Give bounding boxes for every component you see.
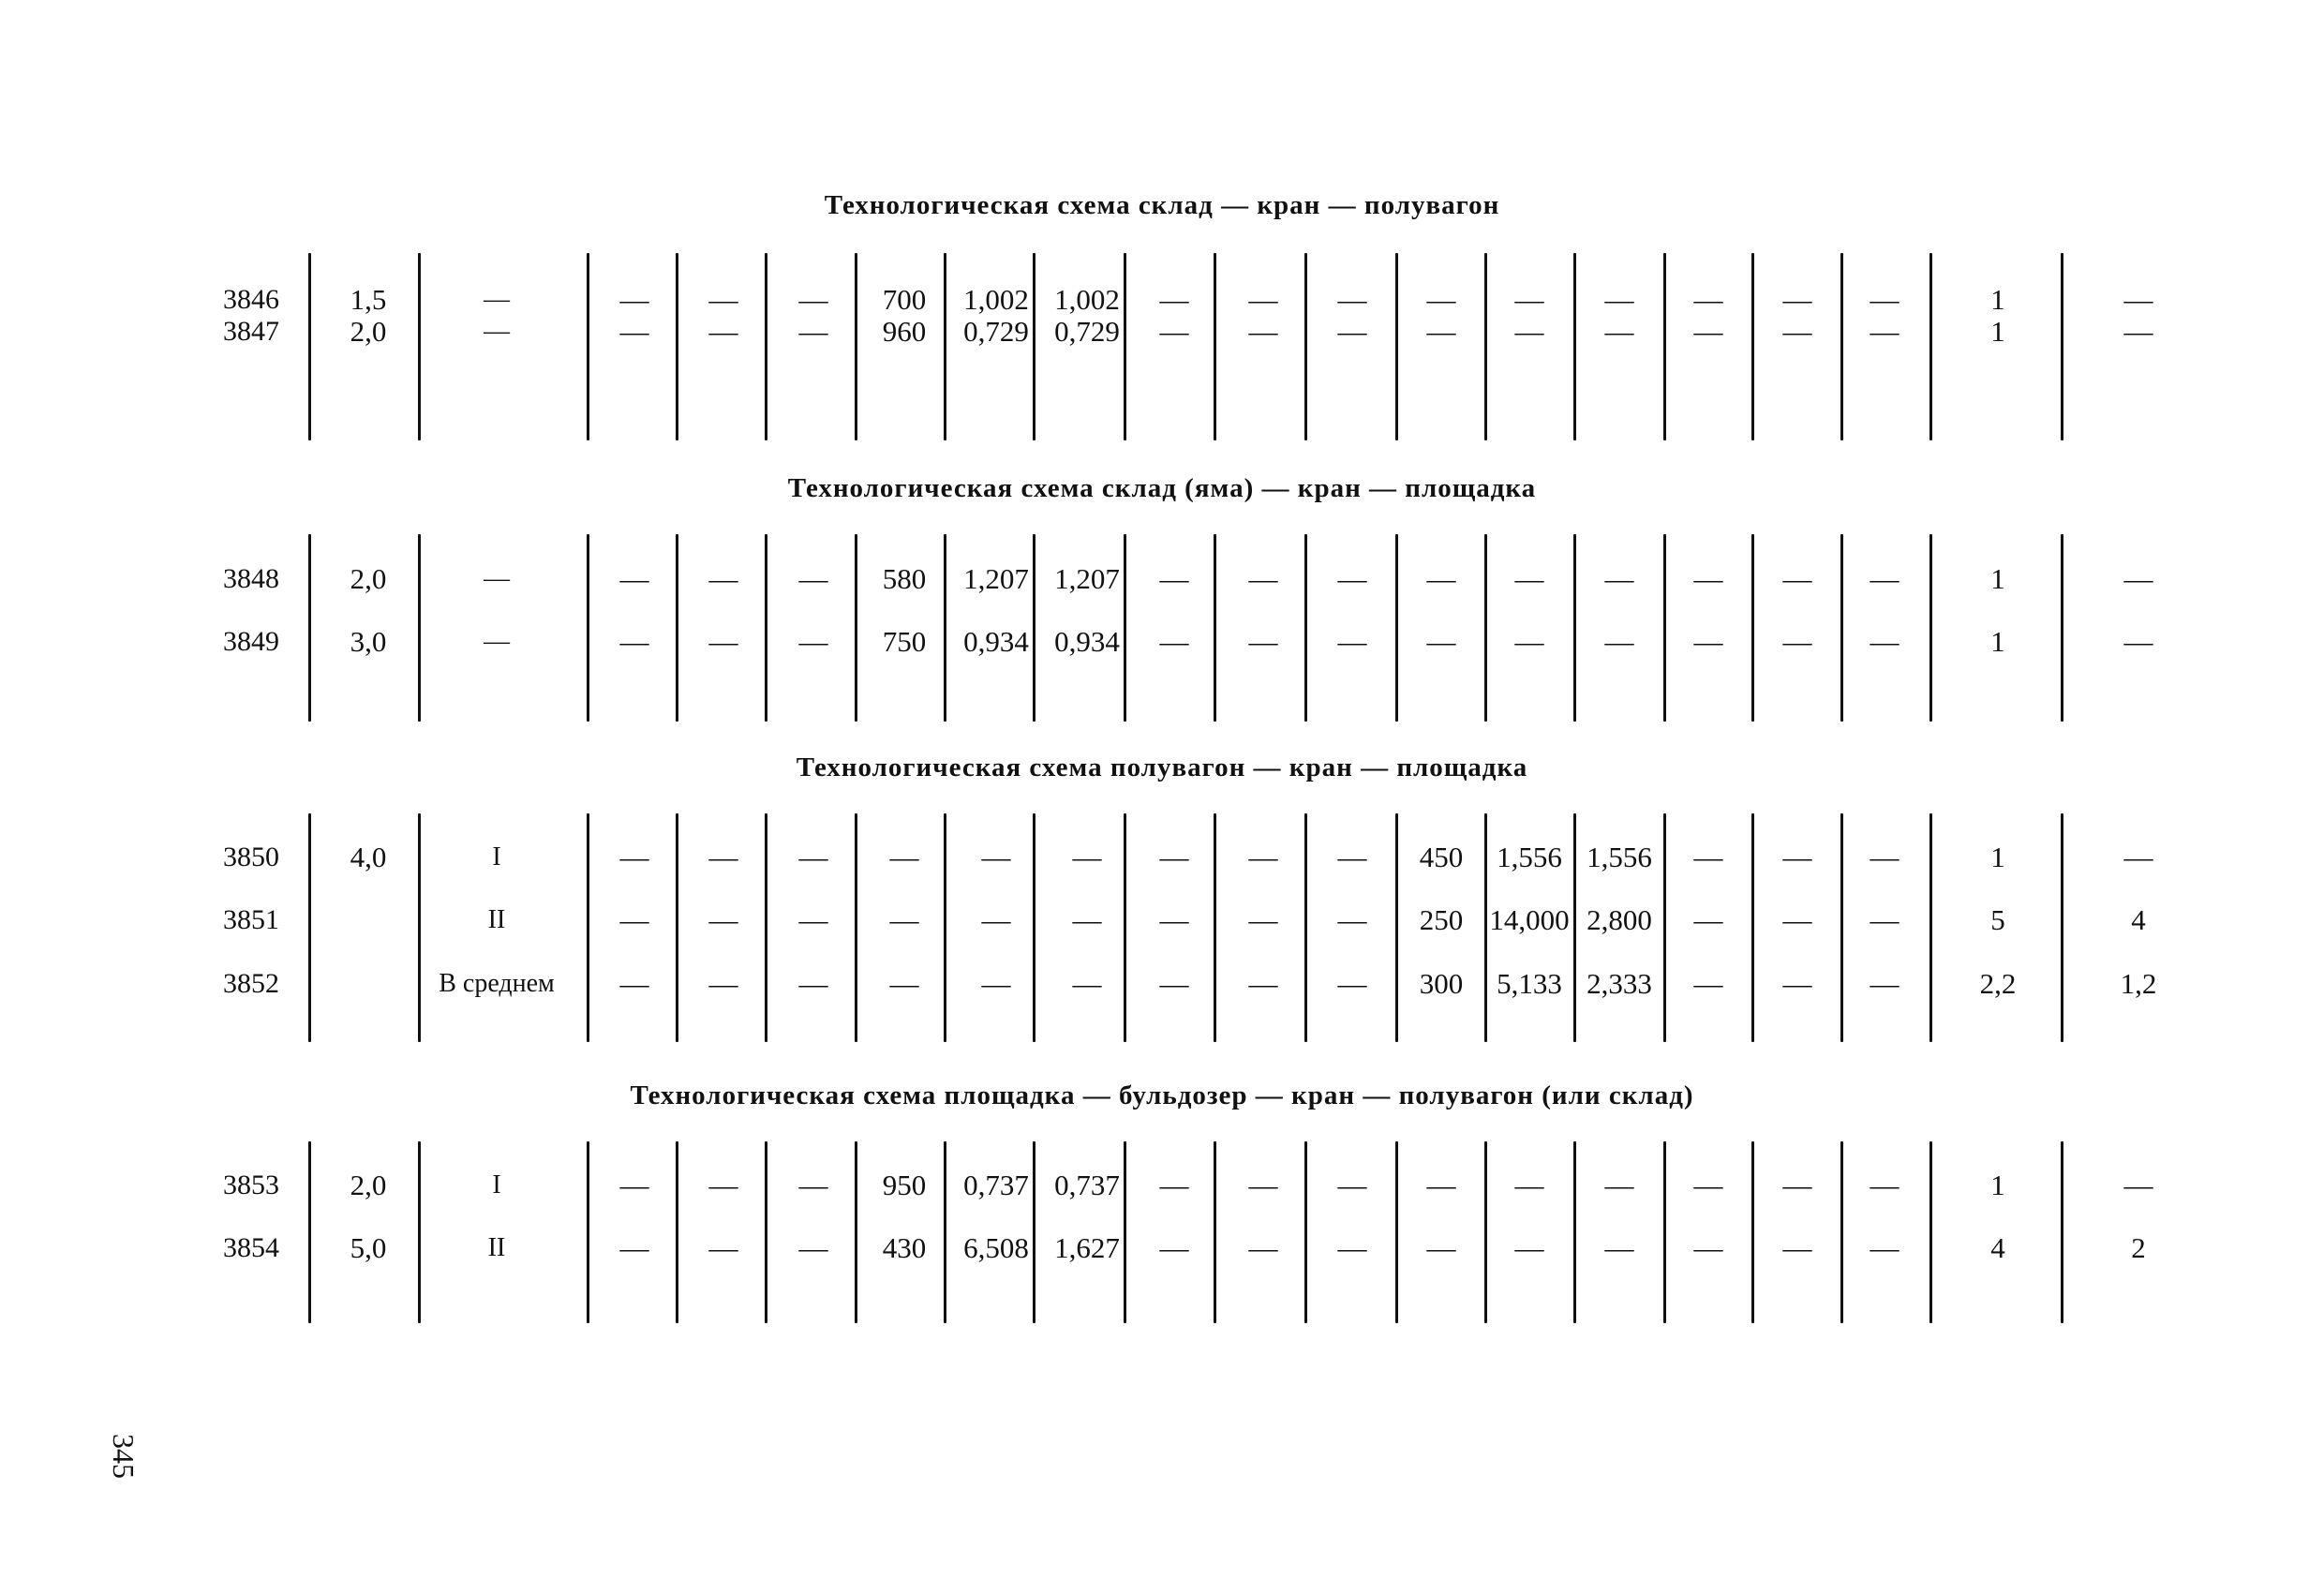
table-cell: 5 [1990,903,2005,936]
table-cell: — [1426,625,1456,658]
table-cell: — [1159,625,1189,658]
table-cell: 1 [1990,625,2005,658]
table-cell: — [1782,562,1812,595]
table-cell: — [798,841,828,873]
table-cell: — [708,1169,738,1201]
table-cell: 1,002 [963,283,1029,316]
row-code-cell: 3848 [223,563,279,594]
table-cell: — [1782,1169,1812,1201]
table-cell: — [1248,967,1278,1000]
table-cell: 1 [1990,562,2005,595]
table-cell: 6,508 [963,1231,1029,1264]
table-cell: 2,800 [1587,903,1652,936]
table-cell: — [798,315,828,348]
table-cell: — [619,315,649,348]
table-cell: — [1782,1231,1812,1264]
table-cell: 2,0 [350,1169,387,1201]
table-cell [321,965,415,1003]
table-cell: — [619,562,649,595]
table-cell: — [889,841,919,873]
section-title: Технологическая схема полувагон — кран — площадка [796,752,1528,782]
table-row [0,623,2324,661]
table-cell: — [798,1231,828,1264]
table-cell: — [2123,283,2153,316]
table-cell: 450 [1419,841,1464,873]
table-cell: — [1693,841,1723,873]
table-cell: 1,556 [1587,841,1652,873]
row-code-cell: 3850 [223,842,279,872]
table-cell: — [1782,841,1812,873]
table-cell: 1,5 [350,283,387,316]
section-title: Технологическая схема площадка — бульдозер — кран — полувагон (или склад) [630,1080,1694,1110]
table-cell: — [889,903,919,936]
table-cell: — [1693,1169,1723,1201]
row-code-cell: 3846 [223,284,279,315]
table-cell: 2,0 [350,562,387,595]
table-cell: — [1870,562,1899,595]
table-cell: — [1159,562,1189,595]
table-cell: — [1693,315,1723,348]
table-cell: 5,0 [350,1231,387,1264]
table-cell: 430 [882,1231,927,1264]
table-cell: II [487,1233,506,1262]
table-cell: — [1337,841,1367,873]
table-cell: — [1870,625,1899,658]
table-cell: 4 [1990,1231,2005,1264]
table-cell: 2,333 [1587,967,1652,1000]
table-cell: — [484,285,510,314]
table-cell: — [798,1169,828,1201]
table-cell: — [1870,967,1899,1000]
table-cell: — [1426,1169,1456,1201]
table-cell: — [708,283,738,316]
table-cell: — [708,562,738,595]
table-cell: — [981,841,1011,873]
table-cell: — [619,1231,649,1264]
page-number: 345 [107,1434,141,1479]
table-cell: 4,0 [350,841,387,873]
table-cell: — [1159,841,1189,873]
table-cell: — [1337,903,1367,936]
row-code-cell: 3854 [223,1232,279,1263]
table-cell: — [1693,903,1723,936]
table-cell: — [1870,903,1899,936]
table-cell: — [1159,903,1189,936]
table-cell: — [2123,625,2153,658]
table-cell: — [798,625,828,658]
row-code-cell: 3852 [223,968,279,999]
table-cell: — [619,903,649,936]
table-cell: I [492,1170,501,1199]
table-cell: — [1604,1231,1634,1264]
table-cell: 5,133 [1497,967,1562,1000]
table-cell: — [1426,315,1456,348]
table-cell: — [798,967,828,1000]
table-cell: — [798,562,828,595]
table-row [0,313,2324,350]
table-cell: — [1337,625,1367,658]
table-cell: 1 [1990,1169,2005,1201]
table-cell: 250 [1419,903,1464,936]
table-cell: — [619,283,649,316]
table-cell: — [708,967,738,1000]
table-cell: — [708,315,738,348]
table-cell: — [1693,967,1723,1000]
table-cell: — [1870,1231,1899,1264]
table-cell: — [1248,562,1278,595]
table-cell: — [1693,1231,1723,1264]
table-row [0,839,2324,876]
table-cell: — [1426,562,1456,595]
table-cell: — [1337,967,1367,1000]
table-row [0,1229,2324,1267]
table-cell: — [1693,625,1723,658]
table-cell: 0,737 [1054,1169,1120,1201]
table-row [0,901,2324,939]
table-row [0,965,2324,1003]
table-cell: — [1870,1169,1899,1201]
table-cell: — [1870,315,1899,348]
table-cell: — [1514,283,1544,316]
table-cell: — [1159,1231,1189,1264]
table-cell: 580 [882,562,927,595]
table-cell: 2,2 [1979,967,2017,1000]
table-cell: — [484,627,510,656]
table-cell: — [484,317,510,346]
table-row [0,1167,2324,1204]
table-cell: 700 [882,283,927,316]
table-cell: — [708,841,738,873]
table-cell: 2 [2131,1231,2146,1264]
table-cell: — [1426,283,1456,316]
table-cell: 300 [1419,967,1464,1000]
section-title: Технологическая схема склад — кран — полувагон [824,190,1500,220]
table-cell: — [1337,283,1367,316]
table-cell: 1,2 [2120,967,2157,1000]
table-cell: — [1782,315,1812,348]
table-cell: — [619,1169,649,1201]
table-cell: — [1782,903,1812,936]
table-cell: — [1514,315,1544,348]
table-row [0,560,2324,598]
table-cell: — [1248,283,1278,316]
table-cell: — [1337,1231,1367,1264]
table-cell: — [2123,1169,2153,1201]
table-cell: — [619,967,649,1000]
table-cell: — [708,1231,738,1264]
table-cell: — [619,841,649,873]
table-cell: 1,627 [1054,1231,1120,1264]
table-cell: 4 [2131,903,2146,936]
table-cell: — [889,967,919,1000]
table-cell: 0,934 [963,625,1029,658]
table-cell: — [1782,625,1812,658]
table-cell: — [1248,841,1278,873]
table-cell: — [1248,315,1278,348]
table-cell: В среднем [439,969,555,998]
table-cell: — [1072,967,1102,1000]
table-cell [321,901,415,939]
table-cell: 14,000 [1489,903,1570,936]
table-cell: — [1604,625,1634,658]
table-cell: — [1248,625,1278,658]
table-cell: — [1693,283,1723,316]
table-cell: I [492,842,501,871]
table-cell: — [1426,1231,1456,1264]
table-cell: — [1072,841,1102,873]
table-cell: 960 [882,315,927,348]
table-cell: — [981,967,1011,1000]
table-cell: — [1782,967,1812,1000]
table-cell: — [1514,1169,1544,1201]
table-cell: 1 [1990,315,2005,348]
table-cell: — [1782,283,1812,316]
table-cell: — [1248,1169,1278,1201]
table-cell: — [2123,562,2153,595]
table-cell: — [708,903,738,936]
table-cell: 750 [882,625,927,658]
table-cell: 0,729 [963,315,1029,348]
table-cell: 1 [1990,283,2005,316]
row-code-cell: 3853 [223,1169,279,1200]
table-cell: — [1693,562,1723,595]
table-cell: — [798,283,828,316]
table-cell: — [708,625,738,658]
table-cell: 1,207 [963,562,1029,595]
table-cell: — [1337,562,1367,595]
table-cell: 0,729 [1054,315,1120,348]
table-cell: — [1604,1169,1634,1201]
table-cell: — [1337,315,1367,348]
table-cell: 0,934 [1054,625,1120,658]
table-cell: — [1514,1231,1544,1264]
row-code-cell: 3849 [223,626,279,657]
table-cell: — [1248,1231,1278,1264]
table-cell: 0,737 [963,1169,1029,1201]
table-cell: 950 [882,1169,927,1201]
table-cell: — [1870,841,1899,873]
table-cell: — [1604,283,1634,316]
table-cell: — [1159,967,1189,1000]
table-cell: — [798,903,828,936]
table-cell: — [981,903,1011,936]
table-cell: — [1248,903,1278,936]
table-cell: 1,207 [1054,562,1120,595]
table-cell: — [1337,1169,1367,1201]
table-cell: — [619,625,649,658]
table-cell: 1 [1990,841,2005,873]
table-cell: II [487,905,506,934]
row-code-cell: 3847 [223,316,279,347]
table-cell: — [1514,562,1544,595]
table-cell: 2,0 [350,315,387,348]
table-cell: — [1159,315,1189,348]
table-cell: — [2123,315,2153,348]
table-cell: — [1514,625,1544,658]
table-cell: — [1604,562,1634,595]
table-cell: — [1159,283,1189,316]
table-cell: — [1072,903,1102,936]
table-cell: 1,002 [1054,283,1120,316]
table-cell: — [484,564,510,593]
row-code-cell: 3851 [223,904,279,935]
table-cell: 3,0 [350,625,387,658]
section-title: Технологическая схема склад (яма) — кран — площадка [787,473,1537,503]
table-cell: — [1604,315,1634,348]
table-cell: 1,556 [1497,841,1562,873]
table-cell: — [1159,1169,1189,1201]
table-cell: — [1870,283,1899,316]
table-cell: — [2123,841,2153,873]
